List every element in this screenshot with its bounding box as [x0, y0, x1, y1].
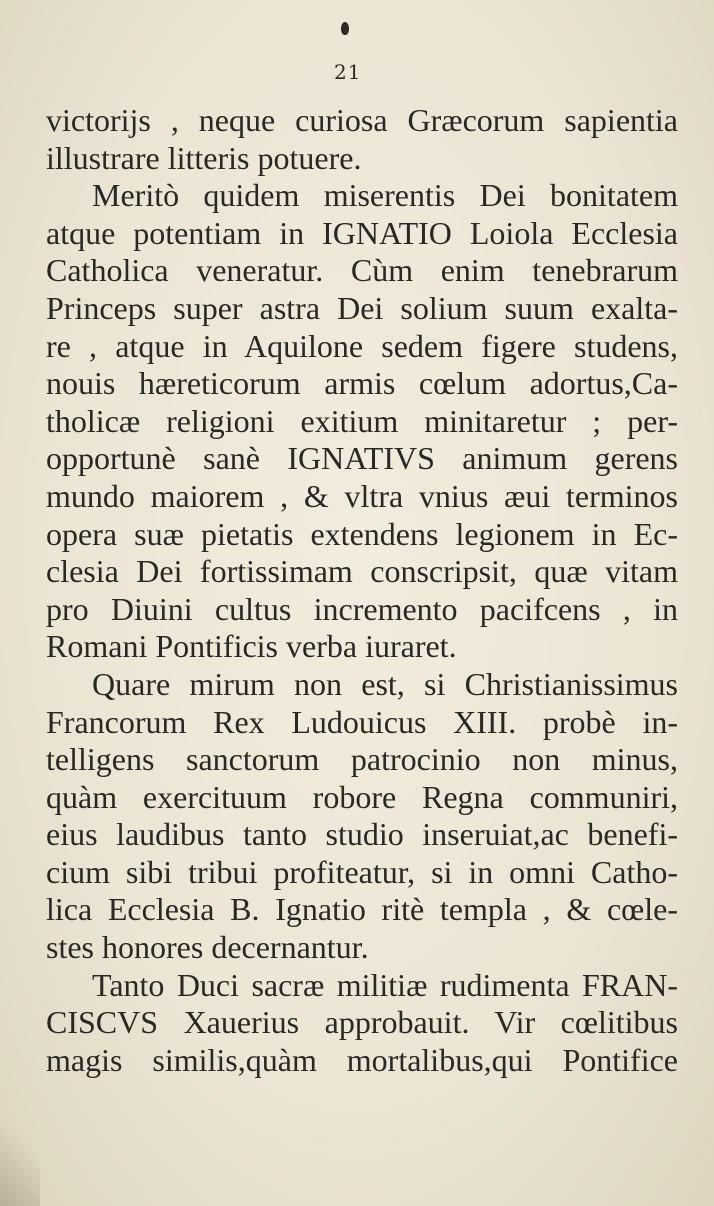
- text-line: mundo maiorem , & vltra vnius æui terminos: [46, 477, 678, 514]
- ornament-dot: [341, 22, 349, 35]
- text-line: cium sibi tribui profiteatur, si in omni Catho-: [46, 853, 678, 890]
- text-line: telligens sanctorum patrocinio non minus,: [46, 741, 678, 778]
- text-line: eius laudibus tanto studio inseruiat,ac benefi-: [46, 816, 678, 853]
- text-line: re , atque in Aquilone sedem figere studens,: [46, 327, 678, 364]
- text-line: Meritò quidem miserentis Dei bonitatem: [92, 177, 678, 214]
- text-line: tholicæ religioni exitium minitaretur ; per-: [46, 402, 678, 439]
- text-line: opera suæ pietatis extendens legionem in Ec-: [46, 515, 678, 552]
- text-line: Tanto Duci sacræ militiæ rudimenta FRAN-: [92, 966, 678, 1003]
- text-line: illustrare litteris potuere.: [46, 139, 362, 176]
- text-line: clesia Dei fortissimam conscripsit, quæ vitam: [46, 553, 678, 590]
- text-line: pro Diuini cultus incremento pacifcens , in: [46, 590, 678, 627]
- page-corner-shadow: [0, 1116, 40, 1206]
- text-line: nouis hæreticorum armis cœlum adortus,Ca-: [46, 365, 678, 402]
- body-text: [46, 102, 678, 1079]
- text-line: Princeps super astra Dei solium suum exalta-: [46, 289, 678, 326]
- text-line: atque potentiam in IGNATIO Loiola Ecclesia: [46, 214, 678, 251]
- text-line: opportunè sanè IGNATIVS animum gerens: [46, 440, 678, 477]
- text-line: Francorum Rex Ludouicus XIII. probè in-: [46, 703, 678, 740]
- text-line: stes honores decernantur.: [46, 929, 369, 966]
- page-number: 21: [334, 60, 362, 84]
- text-line: victorijs , neque curiosa Græcorum sapientia: [46, 102, 678, 138]
- text-line: lica Ecclesia B. Ignatio ritè templa , & cœle-: [46, 891, 678, 928]
- text-line: Catholica veneratur. Cùm enim tenebrarum: [46, 252, 678, 289]
- text-line: magis similis,quàm mortalibus,qui Pontifice: [46, 1041, 678, 1078]
- text-line: quàm exercituum robore Regna communiri,: [46, 778, 678, 815]
- text-line: Romani Pontificis verba iuraret.: [46, 628, 457, 665]
- text-line: CISCVS Xauerius approbauit. Vir cœlitibus: [46, 1004, 678, 1041]
- text-line: Quare mirum non est, si Christianissimus: [92, 665, 678, 702]
